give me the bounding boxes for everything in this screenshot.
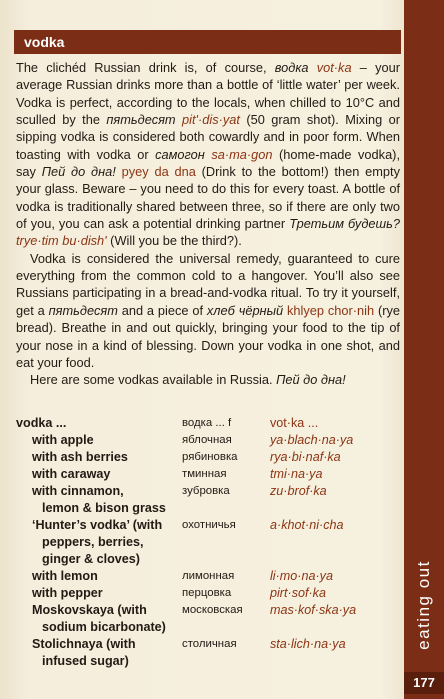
russian-text: самогон	[155, 146, 205, 162]
russian-phrase	[182, 500, 270, 517]
english-phrase: Moskovskaya (with	[32, 603, 147, 617]
vodka-phrase-list	[16, 415, 400, 670]
text-run: (Drink to the bottom!) then empty your glass. Beware – you need to do this for every toast. A bottle of vodka is traditionally shared between three, so if there are only two of you, you can ask a potential drinking partner	[16, 164, 400, 232]
text-run: The clichéd Russian drink is, of course,	[16, 60, 275, 75]
phrase-row	[16, 585, 400, 602]
phrase-row	[16, 653, 400, 670]
english-phrase: with ash berries	[32, 450, 128, 464]
russian-phrase	[182, 619, 270, 636]
paragraph-1	[16, 59, 400, 250]
phrase-row	[16, 415, 400, 432]
phrase-row	[16, 517, 400, 534]
phrase-row	[16, 619, 400, 636]
phrase-row	[16, 432, 400, 449]
english-phrase: sodium bicarbonate)	[42, 620, 166, 634]
english-phrase: infused sugar)	[42, 654, 129, 668]
phrase-row	[16, 483, 400, 500]
english-phrase: vodka ...	[16, 416, 67, 430]
phrase-row	[16, 534, 400, 551]
phrase-row	[16, 602, 400, 619]
pronunciation	[270, 653, 400, 670]
english-phrase: lemon & bison grass	[42, 501, 166, 515]
english-phrase: with apple	[32, 433, 94, 447]
english-phrase: with lemon	[32, 569, 98, 583]
pronunciation	[270, 500, 400, 517]
text-run: (Will you be the third?).	[106, 233, 242, 249]
pronunciation	[270, 551, 400, 568]
russian-text: Пей до дна!	[41, 164, 116, 180]
pronunciation: tmi·na·ya	[270, 467, 323, 481]
body-text	[16, 59, 400, 389]
russian-text: пятьдесят	[106, 112, 176, 128]
text-run: – your average Russian drinks more than a bottle of ‘little water’ per week. Vodka is perfect, according to the locals, when chilled to 10°C and sculled by the	[16, 60, 401, 128]
english-phrase: Stolichnaya (with	[32, 637, 136, 651]
pronunciation: mas·kof·ska·ya	[270, 603, 357, 617]
english-phrase: with pepper	[32, 586, 103, 600]
pronunciation	[270, 619, 400, 636]
pronunciation: li·mo·na·ya	[270, 569, 333, 583]
russian-phrase: перцовка	[182, 587, 232, 599]
russian-phrase: рябиновка	[182, 451, 238, 463]
russian-phrase	[182, 534, 270, 551]
russian-text: хлеб чёрный	[206, 302, 284, 318]
russian-phrase: водка ... f	[182, 417, 232, 429]
phrase-row	[16, 500, 400, 517]
russian-phrase	[182, 653, 270, 670]
page-number: 177	[404, 672, 444, 694]
text-run: and a piece of	[117, 302, 207, 318]
text-run: (50 gram shot). Mixing or sipping vodka is considered both cowardly and in poor form. When toasting with vodka or	[16, 112, 400, 162]
pronunciation: pit'·dis·yat	[182, 112, 240, 128]
phrase-row	[16, 466, 400, 483]
english-phrase: ‘Hunter’s vodka’ (with	[32, 518, 163, 532]
pronunciation: zu·brof·ka	[270, 484, 327, 498]
section-title: vodka	[14, 30, 401, 54]
russian-phrase: зубровка	[182, 485, 230, 497]
pronunciation: pyey da dna	[121, 164, 196, 180]
phrase-row	[16, 551, 400, 568]
russian-phrase: охотничья	[182, 519, 236, 531]
pronunciation	[270, 534, 400, 551]
english-phrase: peppers, berries,	[42, 535, 144, 549]
russian-phrase	[182, 551, 270, 568]
english-phrase: with caraway	[32, 467, 111, 481]
russian-text: Третьим будешь?	[289, 216, 400, 232]
pronunciation: a·khot·ni·cha	[270, 518, 344, 532]
text-run: Vodka is considered the universal remedy, guaranteed to cure everything from the common cold to a hangover. You’ll also see Russians participating in a bread-and-vodka ritual. To try it yourself, get a	[16, 250, 400, 318]
russian-text: водка	[274, 60, 309, 75]
pronunciation: sta·lich·na·ya	[270, 637, 346, 651]
paragraph-3	[16, 371, 400, 388]
russian-phrase: московская	[182, 604, 243, 616]
phrase-row	[16, 449, 400, 466]
pronunciation: khlyep chor·nih	[287, 302, 375, 318]
phrase-row	[16, 636, 400, 653]
russian-phrase: яблочная	[182, 434, 232, 446]
pronunciation: sa·ma·gon	[211, 146, 273, 162]
russian-text: пятьдесят	[48, 302, 118, 318]
english-phrase: with cinnamon,	[32, 484, 124, 498]
text-run: (home-made vodka), say	[16, 146, 400, 180]
pronunciation: pirt·sof·ka	[270, 586, 326, 600]
text-run: (rye bread). Breathe in and out quickly, bringing your food to the tip of your nose in a kind of blessing. Down your vodka in one shot, and eat your food.	[16, 302, 401, 370]
pronunciation: ya·blach·na·ya	[270, 433, 354, 447]
pronunciation: rya·bi·naf·ka	[270, 450, 341, 464]
russian-phrase: тминная	[182, 468, 227, 480]
russian-phrase: столичная	[182, 638, 237, 650]
phrase-row	[16, 568, 400, 585]
side-tab-label: eating out	[414, 560, 433, 650]
english-phrase: ginger & cloves)	[42, 552, 140, 566]
pronunciation: vot·ka ...	[270, 416, 319, 430]
russian-phrase: лимонная	[182, 570, 235, 582]
russian-text: Пей до дна!	[276, 372, 346, 388]
pronunciation: vot·ka	[316, 60, 352, 75]
pronunciation: trye·tim bu·dish'	[16, 233, 107, 249]
paragraph-2	[16, 250, 400, 371]
text-run	[309, 60, 317, 75]
text-run: Here are some vodkas available in Russia.	[30, 372, 277, 388]
